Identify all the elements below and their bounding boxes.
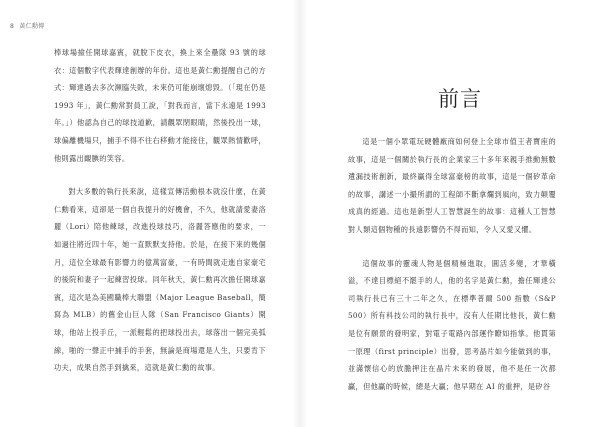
- running-title: 黃仁勳傳: [19, 23, 45, 30]
- running-head: [10, 21, 45, 30]
- paragraph: 這個故事的靈魂人物是個精極進取，圓活多變，才華橫溢，不達目標絕不罷手的人，他的名字是黃仁勳，擔任輝達公司執行長已有三十二年之久，在標準普爾 500 指數（S&P 500）所有科技公司的執行長中，沒有人任期比他長，黃仁勳是位有願景的發明家，對電子電路內部運作瞭如指掌。他貫第一原理（first principle）出發，思考晶片如今能做到的事，並滿懷信心的放膽押注在晶片未來的發展，他不是任一次都贏，但他贏的時候，總是大贏；他早期在 AI 的重押，是矽谷: [348, 258, 556, 391]
- left-body-text: [54, 44, 266, 377]
- right-body-text: [348, 133, 556, 395]
- paragraph: 對大多數的執行長來說，這樣宣傳活動根本就沒什麼，在黃仁勳看來，這卻是一個自我提升的好機會，不久，他就請愛妻洛麗（Lori）陪他練球，改進投球技巧，洛麗答應他的要求，一如過往將近四十年，她一直默默支持他。於是，在接下來的幾個月，這位全球最有影響力的億萬富豪，一有時間就走進自家豪宅的後院和妻子一起練習投球。同年秋天，黃仁勳再次擔任開球嘉賓，這次是為美國職棒大聯盟（Major League Baseball，簡寫為 MLB）的舊金山巨人隊（San Francisco Giants）開球，他站上投手丘，一派輕鬆的把球投出去，球落出一個完美弧線，啪的一聲正中捕手的手套，無論是商場還是人生，只要肯下功夫，成果自然手到擒來，這就是黃仁勳的故事。: [54, 187, 266, 373]
- paragraph: 這是一個小眾電玩硬體廠商如何登上全球市值王者寶座的故事，這是一個關於執行長的企業家三十多年來親手推動無數遺漏技術創新，最終贏得全球富豪榜的故事，這是一個矽革命的故事，講述一小撮所謂的工程師不斷拿爛到風向，致力顛覆成真的經過。這也是新型人工智慧誕生的故事：這種人工智慧對人類這個物種的長遠影響仍不得而知，令人又愛又懼。: [348, 137, 556, 234]
- chapter-title: 前言: [438, 87, 482, 111]
- right-page: [300, 0, 600, 427]
- paragraph: 棒球場撿任開球嘉賓，就脫下皮衣，換上來全壘隊 93 號的球衣：這個數字代表輝達創辦的年份。這也是黃仁勳提醒自己的方式：輝達過去多次瀕臨失敗，未來仍可能崩壞熄毀。（「現在仍是 1993 年」，黃仁勳常對員工說，「對我而言，當下永遠是 1993 年。」）他認為自己的球技道歉，請觀眾閉眼睛，然後投出一球，球偏離機場只，捕手不得不往右移動才能接住，觀眾熱情歡呼，他則露出靦腆的笑容。: [54, 48, 266, 163]
- page-number: 8: [10, 23, 15, 30]
